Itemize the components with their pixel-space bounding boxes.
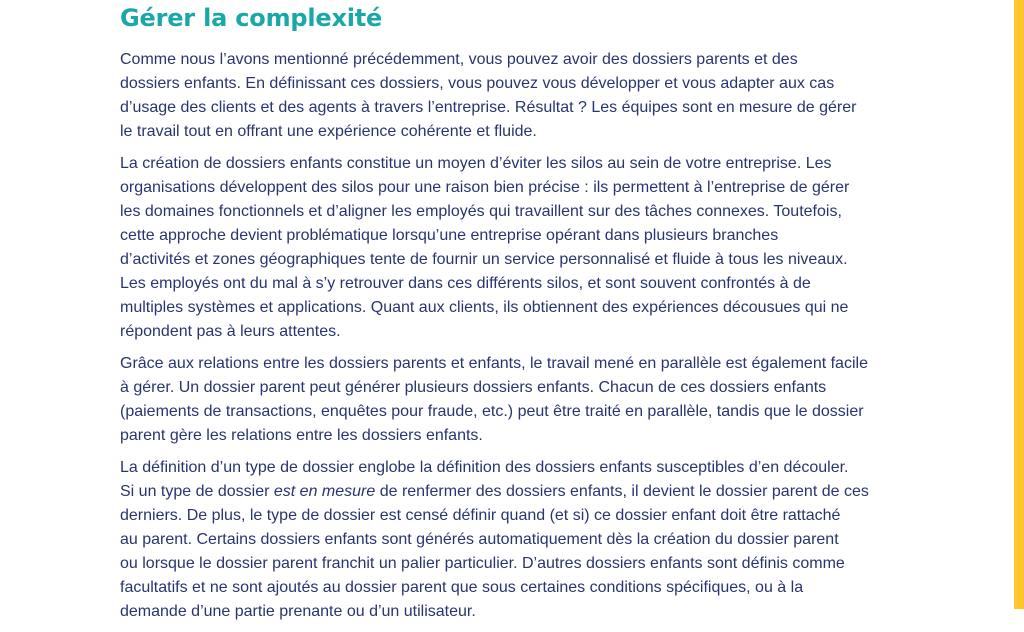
- paragraph-3: [120, 352, 920, 448]
- paragraph-line: parent gère les relations entre les dossiers enfants.: [120, 427, 483, 444]
- paragraph-line: demande d’une partie prenante ou d’un utilisateur.: [120, 603, 476, 620]
- paragraph-line: Comme nous l’avons mentionné précédemment, vous pouvez avoir des dossiers parents et des: [120, 51, 798, 68]
- document-content: [120, 2, 920, 632]
- accent-bar: [1014, 0, 1024, 609]
- paragraph-line: facultatifs et ne sont ajoutés au dossier parent que sous certaines conditions spécifiques, ou à la: [120, 579, 804, 596]
- paragraph-line: La définition d’un type de dossier englobe la définition des dossiers enfants susceptibles d’en découler.: [120, 459, 849, 476]
- paragraph-line: (paiements de transactions, enquêtes pour fraude, etc.) peut être traité en parallèle, tandis que le dossier: [120, 403, 864, 420]
- paragraph-line: d’activités et zones géographiques tente de fournir un service personnalisé et fluide à tous les niveaux.: [120, 251, 848, 268]
- paragraph-line: Les employés ont du mal à s’y retrouver dans ces différents silos, et sont souvent confrontés à de: [120, 275, 811, 292]
- paragraph-line: au parent. Certains dossiers enfants sont générés automatiquement dès la création du dossier parent: [120, 531, 839, 548]
- emphasis-text: est en mesure: [273, 483, 376, 500]
- paragraph-line: les domaines fonctionnels et d’aligner les employés qui travaillent sur des tâches connexes. Toutefois,: [120, 203, 842, 220]
- paragraph-line: à gérer. Un dossier parent peut générer plusieurs dossiers enfants. Chacun de ces dossiers enfants: [120, 379, 827, 396]
- section-title: Gérer la complexité: [120, 4, 383, 32]
- paragraph-line-with-emphasis: [120, 480, 920, 504]
- paragraph-line: cette approche devient problématique lorsqu’une entreprise opérant dans plusieurs branches: [120, 227, 779, 244]
- paragraph-4: [120, 456, 920, 624]
- paragraph-line: organisations développent des silos pour une raison bien précise : ils permettent à l’entreprise de gérer: [120, 179, 850, 196]
- paragraph-line: derniers. De plus, le type de dossier est censé définir quand (et si) ce dossier enfant doit être rattaché: [120, 507, 841, 524]
- paragraph-line: La création de dossiers enfants constitue un moyen d’éviter les silos au sein de votre entreprise. Les: [120, 155, 832, 172]
- paragraph-line: ou lorsque le dossier parent franchit un palier particulier. D’autres dossiers enfants sont définis comme: [120, 555, 845, 572]
- paragraph-line: Grâce aux relations entre les dossiers parents et enfants, le travail mené en parallèle est également facile: [120, 355, 868, 372]
- paragraph-1: [120, 48, 920, 144]
- paragraph-line: d’usage des clients et des agents à travers l’entreprise. Résultat ? Les équipes sont en mesure de gérer: [120, 99, 857, 116]
- paragraph-line: le travail tout en offrant une expérience cohérente et fluide.: [120, 123, 537, 140]
- text-run: de renfermer des dossiers enfants, il devient le dossier parent de ces: [375, 483, 869, 500]
- paragraph-2: [120, 152, 920, 344]
- paragraph-line: multiples systèmes et applications. Quant aux clients, ils obtiennent des expériences décousues qui ne: [120, 299, 849, 316]
- text-run: Si un type de dossier: [120, 483, 274, 500]
- paragraph-line: répondent pas à leurs attentes.: [120, 323, 341, 340]
- paragraph-line: dossiers enfants. En définissant ces dossiers, vous pouvez vous développer et vous adapter aux cas: [120, 75, 835, 92]
